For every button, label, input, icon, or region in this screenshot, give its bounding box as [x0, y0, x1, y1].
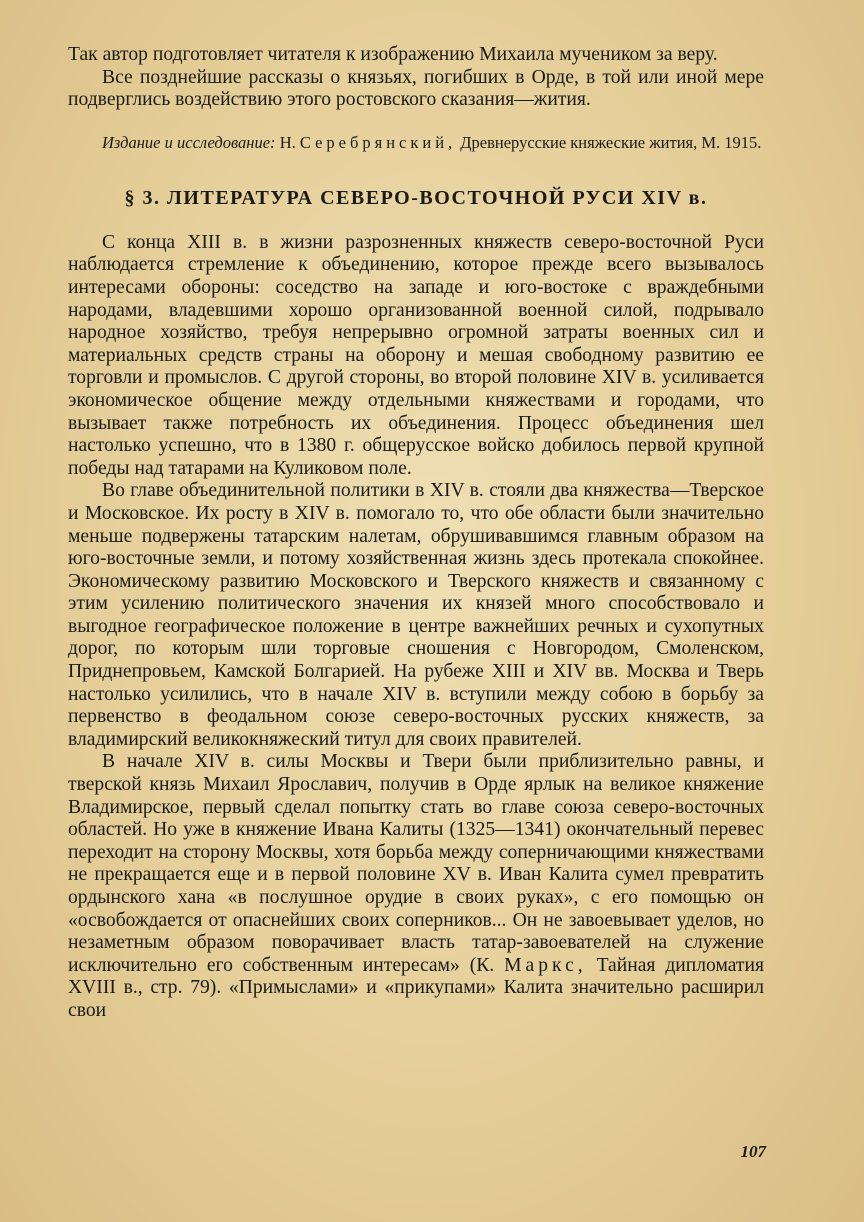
bibliography-note	[68, 132, 764, 153]
paragraph-2: Все позднейшие рассказы о князьях, погибших в Орде, в той или иной мере подверглись воздействию этого ростовского сказания—жития.	[68, 66, 764, 111]
paragraph-5-part-a: В начале XIV в. силы Москвы и Твери были приблизительно равны, и тверской князь Михаил Ярославич, получив в Орде ярлык на великое княжение Владимирское, первый сделал попытку стать во главе союза северо-восточных областей. Но уже в княжение Ивана Калиты (1325—1341) окончательный перевес переходит на сторону Москвы, хотя борьба между соперничающими княжествами не прекращается еще и в первой половине XV в. Иван Калита сумел превратить ордынского хана «в послушное орудие в своих руках», с его помощью он «освобождается от опаснейших своих соперников... Он не завоевывает уделов, но незаметным образом поворачивает власть татар-завоевателей на служение исключительно его собственным интересам» (К.	[68, 751, 764, 976]
paragraph-5	[68, 751, 764, 1022]
paragraph-1: Так автор подготовляет читателя к изображению Михаила мучеником за веру.	[68, 44, 718, 65]
note-title: Древнерусские княжеские жития, М. 1915.	[460, 132, 762, 152]
page-text	[68, 44, 764, 1023]
note-author-initial: Н.	[279, 132, 296, 152]
paragraph-3: С конца XIII в. в жизни разрозненных княжеств северо-восточной Руси наблюдается стремление к объединению, которое прежде всего вызывалось интересами обороны: соседство на западе и юго-востоке с враждебными народами, владевшими хорошо организованной военной силой, подрывало народное хозяйство, требуя непрерывно огромной затраты военных сил и материальных средств страны на оборону и мешая свободному развитию ее торговли и промыслов. С другой стороны, во второй половине XIV в. усиливается экономическое общение между отдельными княжествами и городами, что вызывает также потребность их объединения. Процесс объединения шел настолько успешно, что в 1380 г. общерусское войско добилось первой крупной победы над татарами на Куликовом поле.	[68, 231, 764, 479]
paragraph-5-part-b: Тайная дипломатия XVIII в., стр. 79). «Примыслами» и «прикупами» Калита значительно расширил свои	[68, 954, 764, 1021]
marx-name: Маркс,	[504, 954, 587, 976]
page-number: 107	[740, 1142, 766, 1161]
section-title: § 3. ЛИТЕРАТУРА СЕВЕРО-ВОСТОЧНОЙ РУСИ XIV в.	[124, 186, 708, 209]
paragraph-4: Во главе объединительной политики в XIV в. стояли два княжества—Тверское и Московское. Их росту в XIV в. помогало то, что обе области были значительно меньше подвержены татарским налетам, обрушивавшимся главным образом на юго-восточные земли, и потому хозяйственная жизнь здесь протекала спокойнее. Экономическому развитию Московского и Тверского княжеств и связанному с этим усилению политического значения их князей много способствовало и выгодное географическое положение в центре важнейших речных и сухопутных дорог, по которым шли торговые сношения с Новгородом, Смоленском, Приднепровьем, Камской Болгарией. На рубеже XIII и XIV вв. Москва и Тверь настолько усилились, что в начале XIV в. вступили между собою в борьбу за первенство в феодальном союзе северо-восточных русских княжеств, за владимирский великокняжеский титул для своих правителей.	[68, 480, 764, 750]
note-label: Издание и исследование:	[102, 132, 276, 152]
note-author-surname: Серебрянский,	[299, 132, 457, 152]
